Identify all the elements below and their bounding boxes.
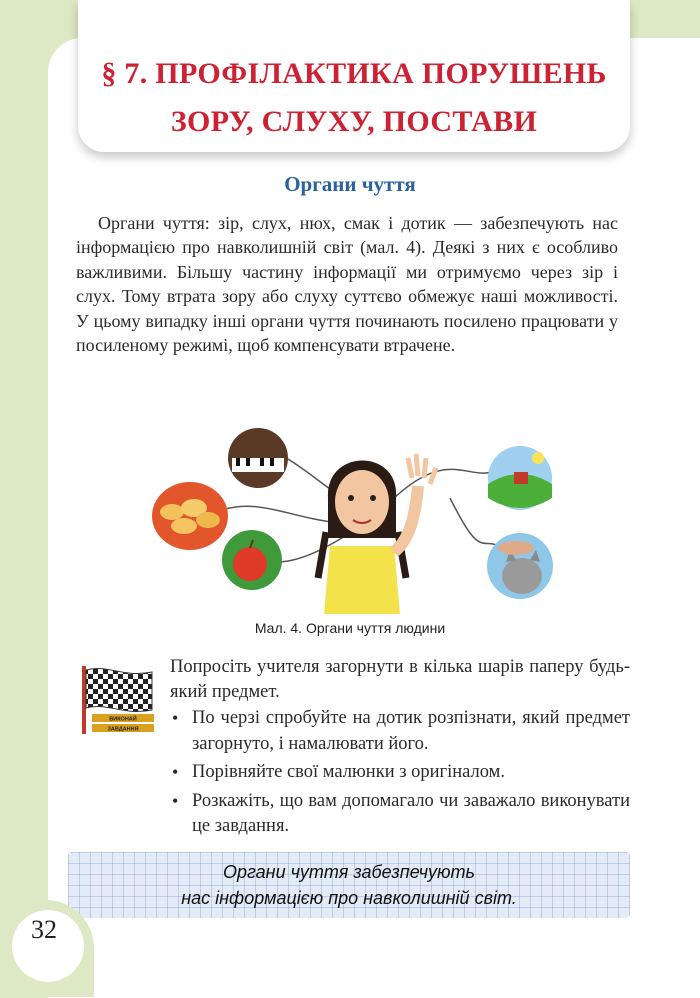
intro-paragraph: Органи чуття: зір, слух, нюх, смак і дотик — забезпечують нас інформацією про навколишній світ (мал. 4). Деякі з них є особливо важливими. Більшу частину інформації ми отримуємо через зір і слух. Тому втрата зору або слуху суттєво обмежує наші можливості. У цьому випадку інші органи чуття починають посилено працювати у посиленому режимі, щоб компенсувати втрачене. [76,213,618,356]
section-heading: Органи чуття [284,172,416,196]
page-title-line-2: ЗОРУ, СЛУХУ, ПОСТАВИ [170,105,538,138]
list-item: • Порівняйте свої малюнки з оригіналом. [172,762,506,782]
landscape-icon [488,446,552,510]
title-banner [78,0,630,152]
task-list [170,706,630,843]
badge-line-1: ВИКОНАЙ [109,716,137,723]
list-item-text: По черзі спробуйте на дотик розпізнати, який предмет загорнуто, і намалювати його. [192,708,630,754]
note-line-1: Органи чуття забезпечують [222,862,476,882]
piano-icon [228,428,288,488]
note-line-2: нас інформацією про навколишній світ. [181,888,517,908]
list-item-text: Порівняйте свої малюнки з оригіналом. [192,762,506,782]
list-item-text: Розкажіть, що вам допомагало чи заважало виконувати це завдання. [192,790,630,836]
apple-icon [222,530,282,590]
cat-icon [487,533,553,599]
page-title-line-1: § 7. ПРОФІЛАКТИКА ПОРУШЕНЬ [101,57,607,90]
badge-line-2: ЗАВДАННЯ [107,726,139,733]
task-intro: Попросіть учителя загорнути в кілька шарів паперу будь-який предмет. [170,657,630,702]
girl-figure [318,454,436,614]
figure-caption: Мал. 4. Органи чуття людини [254,620,446,636]
list-item: • По черзі спробуйте на дотик розпізнати, який предмет загорнуто, і намалювати його. [172,708,630,754]
summary-note [68,852,630,918]
checkered-flag-icon [78,664,158,736]
list-item: • Розкажіть, що вам допомагало чи заважало виконувати це завдання. [172,790,630,836]
page-number: 32 [31,915,57,944]
senses-illustration [150,428,570,614]
buns-icon [152,482,228,550]
